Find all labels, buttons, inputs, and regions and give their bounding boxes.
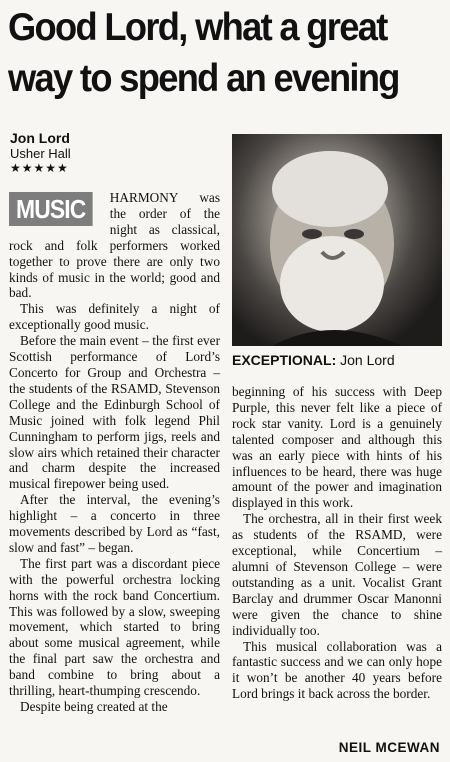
- byline: [10, 130, 220, 175]
- star-rating: ★★★★★: [10, 161, 69, 175]
- byline-author: Jon Lord: [10, 130, 70, 146]
- photo-caption: [232, 352, 442, 368]
- paragraph: MUSIC HARMONY was the order of the night as classical, rock and folk performers worked together to prove there are only two kinds of music in the world; good and bad.: [9, 190, 220, 301]
- author-signoff: NEIL MCEWAN: [338, 740, 440, 755]
- headline-line-1: Good Lord, what a great: [8, 6, 387, 49]
- paragraph: After the interval, the evening’s highlight – a concerto in three movements described by Lord as “fast, slow and fast” – began.: [9, 492, 220, 555]
- portrait-photo: [232, 134, 442, 346]
- paragraph: Despite being created at the: [20, 699, 168, 714]
- paragraph: beginning of his success with Deep Purple, this never felt like a piece of rock star vanity. Lord is a genuinely talented composer and although this was an early piece with hints of his influences to be heard, there was huge amount of the power and imagination displayed in this work.: [232, 384, 442, 511]
- paragraph: This musical collaboration was a fantastic success and we can only hope it won’t be another 40 years before Lord brings it back across the border.: [232, 638, 442, 702]
- article-column-left: [9, 190, 220, 715]
- caption-label: EXCEPTIONAL:: [232, 352, 337, 368]
- byline-venue: Usher Hall: [10, 146, 71, 161]
- portrait-illustration: [232, 134, 442, 346]
- headline: [8, 2, 413, 104]
- article-column-right: [232, 384, 442, 702]
- paragraph: The orchestra, all in their first week as students of the RSAMD, were exceptional, while Concertium – alumni of Stevenson College – were outstanding as a unit. Vocalist Grant Barclay and drummer Oscar Manonni were given the chance to shine individually too.: [232, 511, 442, 638]
- paragraph: Before the main event – the first ever Scottish performance of Lord’s Concerto for Group and Orchestra – the students of the RSAMD, Stevenson College and the Edinburgh School of Music joined with folk legend Phil Cunningham to perform jigs, reels and slow airs which retained their character and charm despite the increased musical firepower being used.: [9, 333, 220, 492]
- section-kicker: MUSIC: [9, 192, 92, 226]
- paragraph: This was definitely a night of exceptionally good music.: [9, 301, 220, 333]
- paragraph: The first part was a discordant piece with the powerful orchestra locking horns with the rock band Concertium. This was followed by a slow, sweeping movement, which started to bring about some musical agreement, while the final part saw the orchestra and band combine to bring about a thrilling, heart-thumping crescendo.: [9, 555, 220, 699]
- headline-line-2: way to spend an evening: [8, 57, 399, 100]
- caption-text: Jon Lord: [340, 352, 395, 368]
